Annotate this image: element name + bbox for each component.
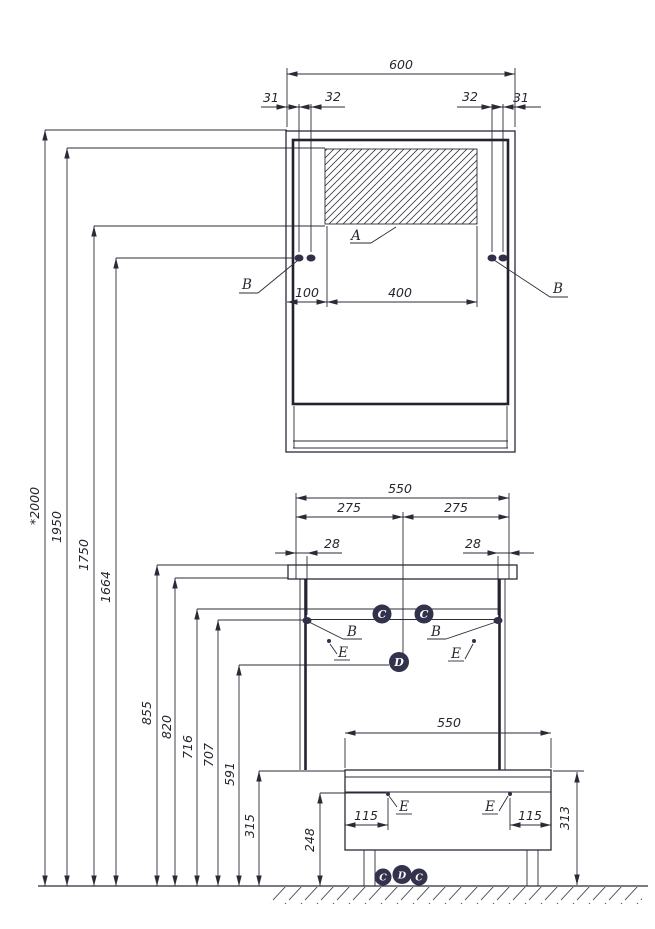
dim-313-text: 313 [557, 806, 572, 830]
callout-c-left-text: C [377, 608, 387, 621]
callout-c-right-text: C [419, 608, 429, 621]
dim-855-text: 855 [139, 701, 154, 725]
callout-b-vanity-left-text: B [347, 624, 357, 640]
callout-E-drawer-right [482, 792, 512, 815]
vanity-countertop [288, 565, 517, 579]
dim-248-text: 248 [302, 828, 317, 852]
dim-550-drawer-text: 550 [437, 715, 461, 730]
dimension-vanity-hook-offset-right [463, 536, 534, 553]
dim-591-text: 591 [222, 762, 237, 786]
lamp-area-hatch [325, 149, 477, 224]
callout-e-vanity-left-text: E [338, 645, 348, 661]
height-dim-labels [27, 487, 317, 852]
dim-1750-text: 1750 [76, 539, 91, 571]
height-dim-connectors [45, 130, 389, 793]
wall-hook-dots [295, 255, 508, 262]
dimension-hook-offsets-right [457, 89, 541, 107]
callout-a-text: A [351, 228, 361, 244]
dim-1950-text: 1950 [49, 511, 64, 543]
screw-dot-right [472, 639, 476, 643]
dim-28-left-text: 28 [324, 536, 340, 551]
base-drawer-unit-view [345, 715, 584, 886]
hook-dot-right [494, 617, 503, 624]
dimension-vanity-halves [296, 500, 509, 517]
callout-C-right [415, 605, 434, 624]
vanity-cabinet-view [275, 481, 534, 770]
height-dim-verticals [45, 130, 320, 886]
vanity-extension-lines [296, 493, 509, 671]
vanity-side-panels [300, 579, 505, 770]
callout-B-front-right [494, 260, 568, 297]
dim-716-text: 716 [180, 735, 195, 759]
dim-2000-text: *2000 [27, 486, 42, 526]
dimension-drawer-height [553, 771, 584, 885]
dim-820-text: 820 [159, 715, 174, 739]
foot-callout-c-right-text: C [415, 872, 423, 884]
callout-C-left [373, 605, 392, 624]
callout-b-right-text: B [553, 281, 563, 297]
floor [38, 886, 648, 904]
cabinet-bottom-shelf [293, 406, 508, 448]
callout-B-vanity-left [309, 622, 362, 640]
callout-b-vanity-right-text: B [431, 624, 441, 640]
dim-32-right-text: 32 [462, 89, 478, 104]
dim-31-right-text: 31 [513, 90, 529, 105]
dim-600-text: 600 [389, 57, 413, 72]
dimension-vanity-hook-offset-left [275, 536, 342, 553]
dim-275-right-text: 275 [444, 500, 468, 515]
dimension-hook-offsets-left [261, 89, 345, 107]
dim-550-vanity-text: 550 [388, 481, 412, 496]
dimension-vanity-width [296, 481, 509, 498]
callout-b-left-text: B [242, 277, 252, 293]
screw-dot-left [327, 639, 331, 643]
dim-115-right-text: 115 [518, 808, 542, 823]
foot-callout-d-text: D [397, 870, 407, 882]
dimension-drawer-width [345, 715, 551, 768]
dim-28-right-text: 28 [465, 536, 481, 551]
callout-B-front-left [239, 261, 297, 293]
vanity-mounting-rail [303, 609, 503, 624]
callout-D [389, 652, 409, 672]
foot-callout-c-left-text: C [379, 872, 387, 884]
dim-100-text: 100 [295, 285, 319, 300]
dimension-hook-span [287, 226, 477, 307]
screw-dot-drawer-left [386, 792, 390, 796]
dim-707-text: 707 [201, 743, 216, 767]
callout-B-vanity-right [427, 622, 496, 640]
callout-e-vanity-right-text: E [451, 646, 461, 662]
dim-1664-text: 1664 [98, 571, 113, 603]
floor-hatch [270, 887, 642, 904]
dimension-screw-left [345, 798, 388, 830]
dim-275-left-text: 275 [337, 500, 361, 515]
dim-31-left-text: 31 [263, 90, 279, 105]
screw-dot-drawer-right [508, 792, 512, 796]
mirror-cabinet-front-view [239, 57, 568, 452]
callout-e-drawer-left-text: E [399, 799, 409, 815]
dimension-screw-right [510, 798, 551, 830]
dim-400-text: 400 [388, 285, 412, 300]
feet-callouts [375, 865, 428, 886]
callout-d-text: D [394, 656, 404, 669]
dim-32-left-text: 32 [325, 89, 341, 104]
dimension-overall-width [287, 57, 515, 74]
height-dimension-chain [27, 130, 389, 886]
callout-e-drawer-right-text: E [485, 799, 495, 815]
callout-A [349, 227, 396, 244]
dim-315-text: 315 [242, 814, 257, 838]
callout-E-vanity-left [327, 639, 350, 661]
callout-E-drawer-left [386, 792, 412, 815]
callout-E-vanity-right [448, 639, 476, 662]
dim-115-left-text: 115 [354, 808, 378, 823]
